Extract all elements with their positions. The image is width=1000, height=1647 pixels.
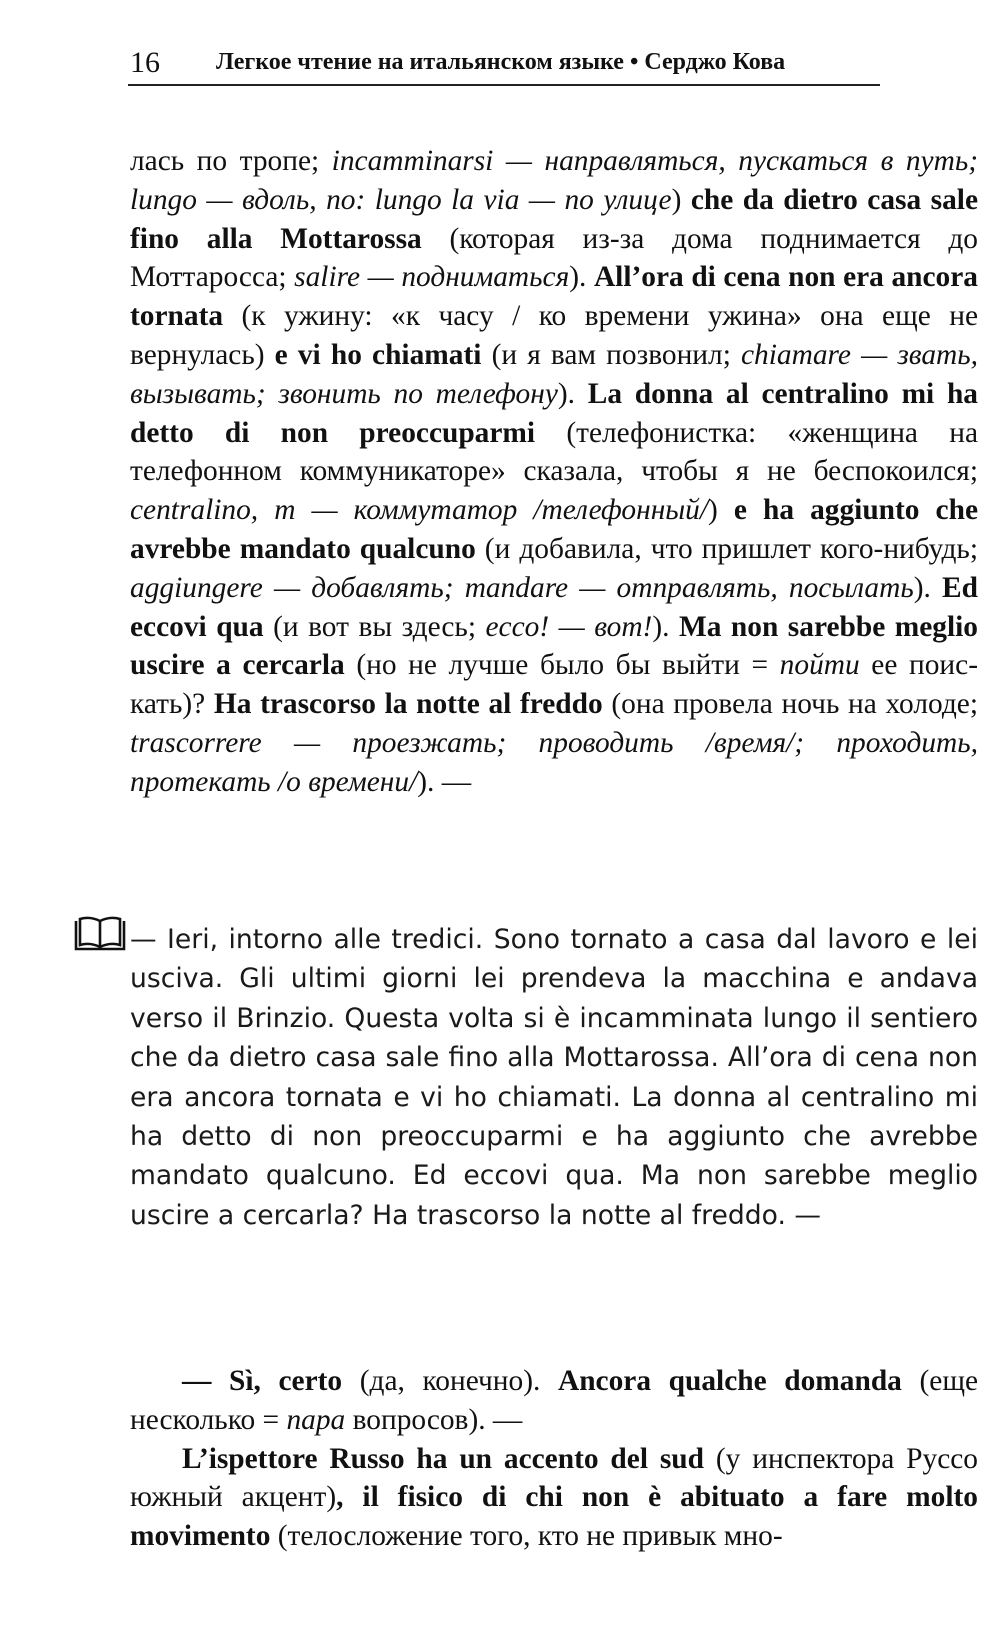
- commentary-paragraph: лась по тропе; incamminarsi — направляться, пускаться в путь; lungo — вдоль, по: lungo la via — по улице) che da dietro casa sale fino alla Mottarossa (которая из-за дома поднимается до Моттаросса; salire — подниматься). All’ora di cena non era ancora tornata (к ужину: «к часу / ко времени ужина» она еще не вернулась) e vi ho chiamati (и я вам позвонил; chiamare — звать, вызывать; звонить по телефону). La donna al centralino mi ha detto di non preoccuparmi (телефонистка: «женщина на телефонном коммуникаторе» сказала, чтобы я не беспокоился; centralino, m — коммутатор /телефонный/) e ha aggiunto che avrebbe mandato qualcuno (и добавила, что пришлет кого-нибудь; aggiungere — добавлять; mandare — отправлять, посылать). Ed eccovi qua (и вот вы здесь; ecco! — вот!). Ma non sarebbe meglio uscire a cercarla (но не лучше было бы выйти = пойти ее поискать)? Ha trascorso la notte al freddo (она провела ночь на холоде; trascorrere — проезжать; проводить /время/; проходить, протекать /о времени/). —: [130, 145, 979, 798]
- running-header: [128, 44, 880, 86]
- commentary-paragraph-2: — Sì, certo (да, конечно). Ancora qualche domanda (еще несколько = пара вопросов). —: [130, 1365, 979, 1436]
- commentary-paragraph-3: L’ispettore Russo ha un accento del sud (у инспектора Руссо южный акцент), il fisico di chi non è abituato a fare molto movimento (телосложение того, кто не привык мно-: [130, 1442, 978, 1553]
- open-book-icon: [73, 916, 127, 952]
- commentary-block: [130, 142, 978, 802]
- running-title: Легкое чтение на итальянском языке • Серджо Кова: [216, 49, 786, 75]
- commentary-block-2: [130, 1362, 978, 1556]
- page-number: 16: [130, 46, 160, 79]
- original-text-block: [130, 920, 978, 1235]
- original-text-paragraph: — Ieri, intorno alle tredici. Sono tornato a casa dal lavoro e lei usciva. Gli ultimi giorni lei prendeva la macchina e andava verso il Brinzio. Questa volta si è incamminata lungo il sentiero che da dietro casa sale fino alla Mottarossa. All’ora di cena non era ancora tornata e vi ho chiamati. La donna al centralino mi ha detto di non preoccuparmi e ha aggiunto che avrebbe mandato qualcuno. Ed eccovi qua. Ma non sarebbe meglio uscire a cercarla? Ha trascorso la notte al freddo. —: [130, 924, 978, 1231]
